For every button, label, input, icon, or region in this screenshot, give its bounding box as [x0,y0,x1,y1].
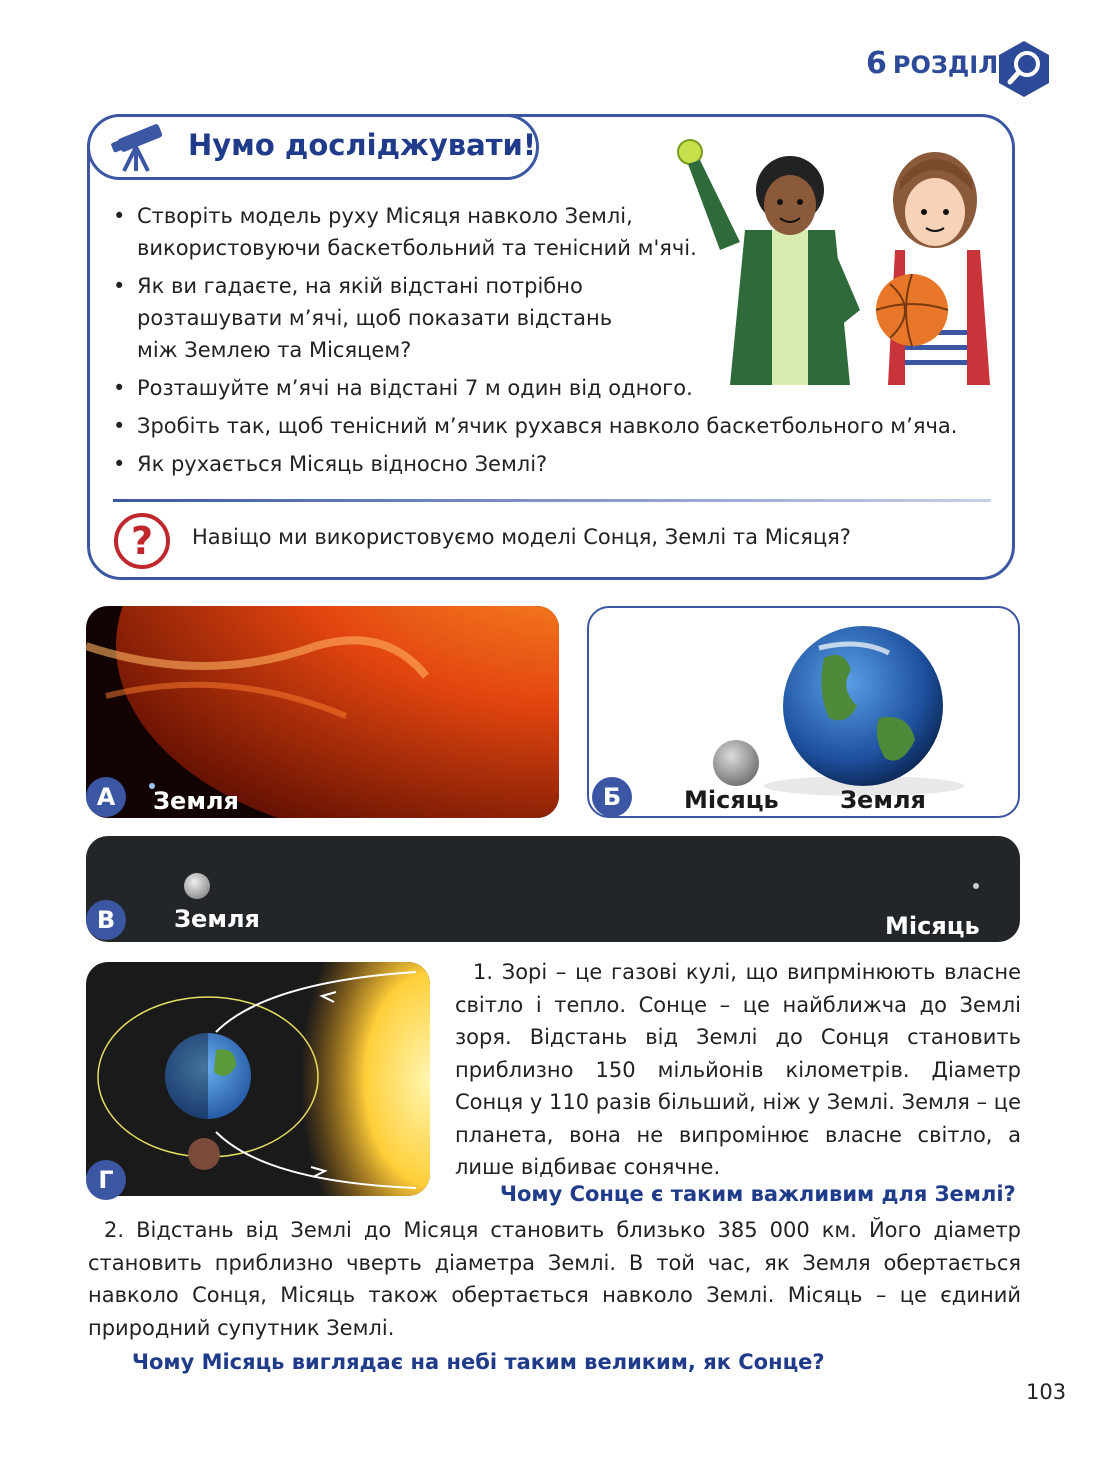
bullet-item: • Як ви гадаєте, на якій відстані потрібно розташувати м’ячі, щоб показати відстань між Землею та Місяцем? [113,270,637,366]
orbit-diagram-image [86,962,430,1196]
bullet-item: • Розташуйте м’ячі на відстані 7 м один від одного. [113,372,957,404]
panel-b-moon-label: Місяць [684,786,779,814]
panel-g-badge: Г [86,1160,126,1200]
reflection-question: Навіщо ми використовуємо моделі Сонця, Землі та Місяця? [192,525,851,549]
chapter-word: РОЗДІЛ [892,51,999,79]
bullet-item: • Створіть модель руху Місяця навколо Землі, використовуючи баскетбольний та тенісний м'ячі. [113,200,737,264]
chapter-number: 6 [866,46,887,81]
section-divider [113,499,991,502]
paragraph-1: 1. Зорі – це газові кулі, що випрмінюють власне світло і тепло. Сонце – це найближча до Землі зоря. Відстань від Землі до Сонця становить приблизно 150 мільйонів кілометрів. Діаметр Сонця у 110 разів більший, ніж у Землі. Земля – це планета, вона не випромінює власне світло, а лише відбиває сонячне. [455,960,1021,1179]
question-mark-icon [113,512,171,570]
question-1: Чому Сонце є таким важливим для Землі? [500,1182,1016,1206]
panel-v-earth-label: Земля [174,905,260,933]
panel-g-orbit-diagram [86,962,430,1196]
panel-b-earth-moon [587,606,1020,818]
panel-a-badge: А [86,777,126,817]
panel-b-earth-label: Земля [840,786,926,814]
earth-moon-image [589,608,1020,818]
page-number: 103 [1026,1380,1067,1404]
activity-title: Нумо досліджувати! [188,128,537,162]
chapter-heading [866,46,998,81]
panel-v-badge: В [86,900,126,940]
bullet-item: • Зробіть так, щоб тенісний м’ячик рухався навколо баскетбольного м’яча. [113,410,957,442]
panel-v-moon-label: Місяць [885,912,980,940]
bullet-item: • Як рухається Місяць відносно Землі? [113,448,957,480]
panel-b-badge: Б [592,777,632,817]
telescope-icon [104,121,170,173]
panel-a-earth-label: Земля [153,787,239,815]
children-illustration [660,130,1000,392]
magnifier-icon [996,39,1052,99]
svg-text:?: ? [130,519,154,563]
paragraph-2: 2. Відстань від Землі до Місяця становить близько 385 000 км. Його діаметр становить приблизно чверть діаметра Землі. В той час, як Земля обертається навколо Сонця, Місяць також обертається навколо Землі. Місяць – це єдиний природний супутник Землі. [88,1218,1021,1340]
question-2: Чому Місяць виглядає на небі таким великим, як Сонце? [132,1350,825,1374]
